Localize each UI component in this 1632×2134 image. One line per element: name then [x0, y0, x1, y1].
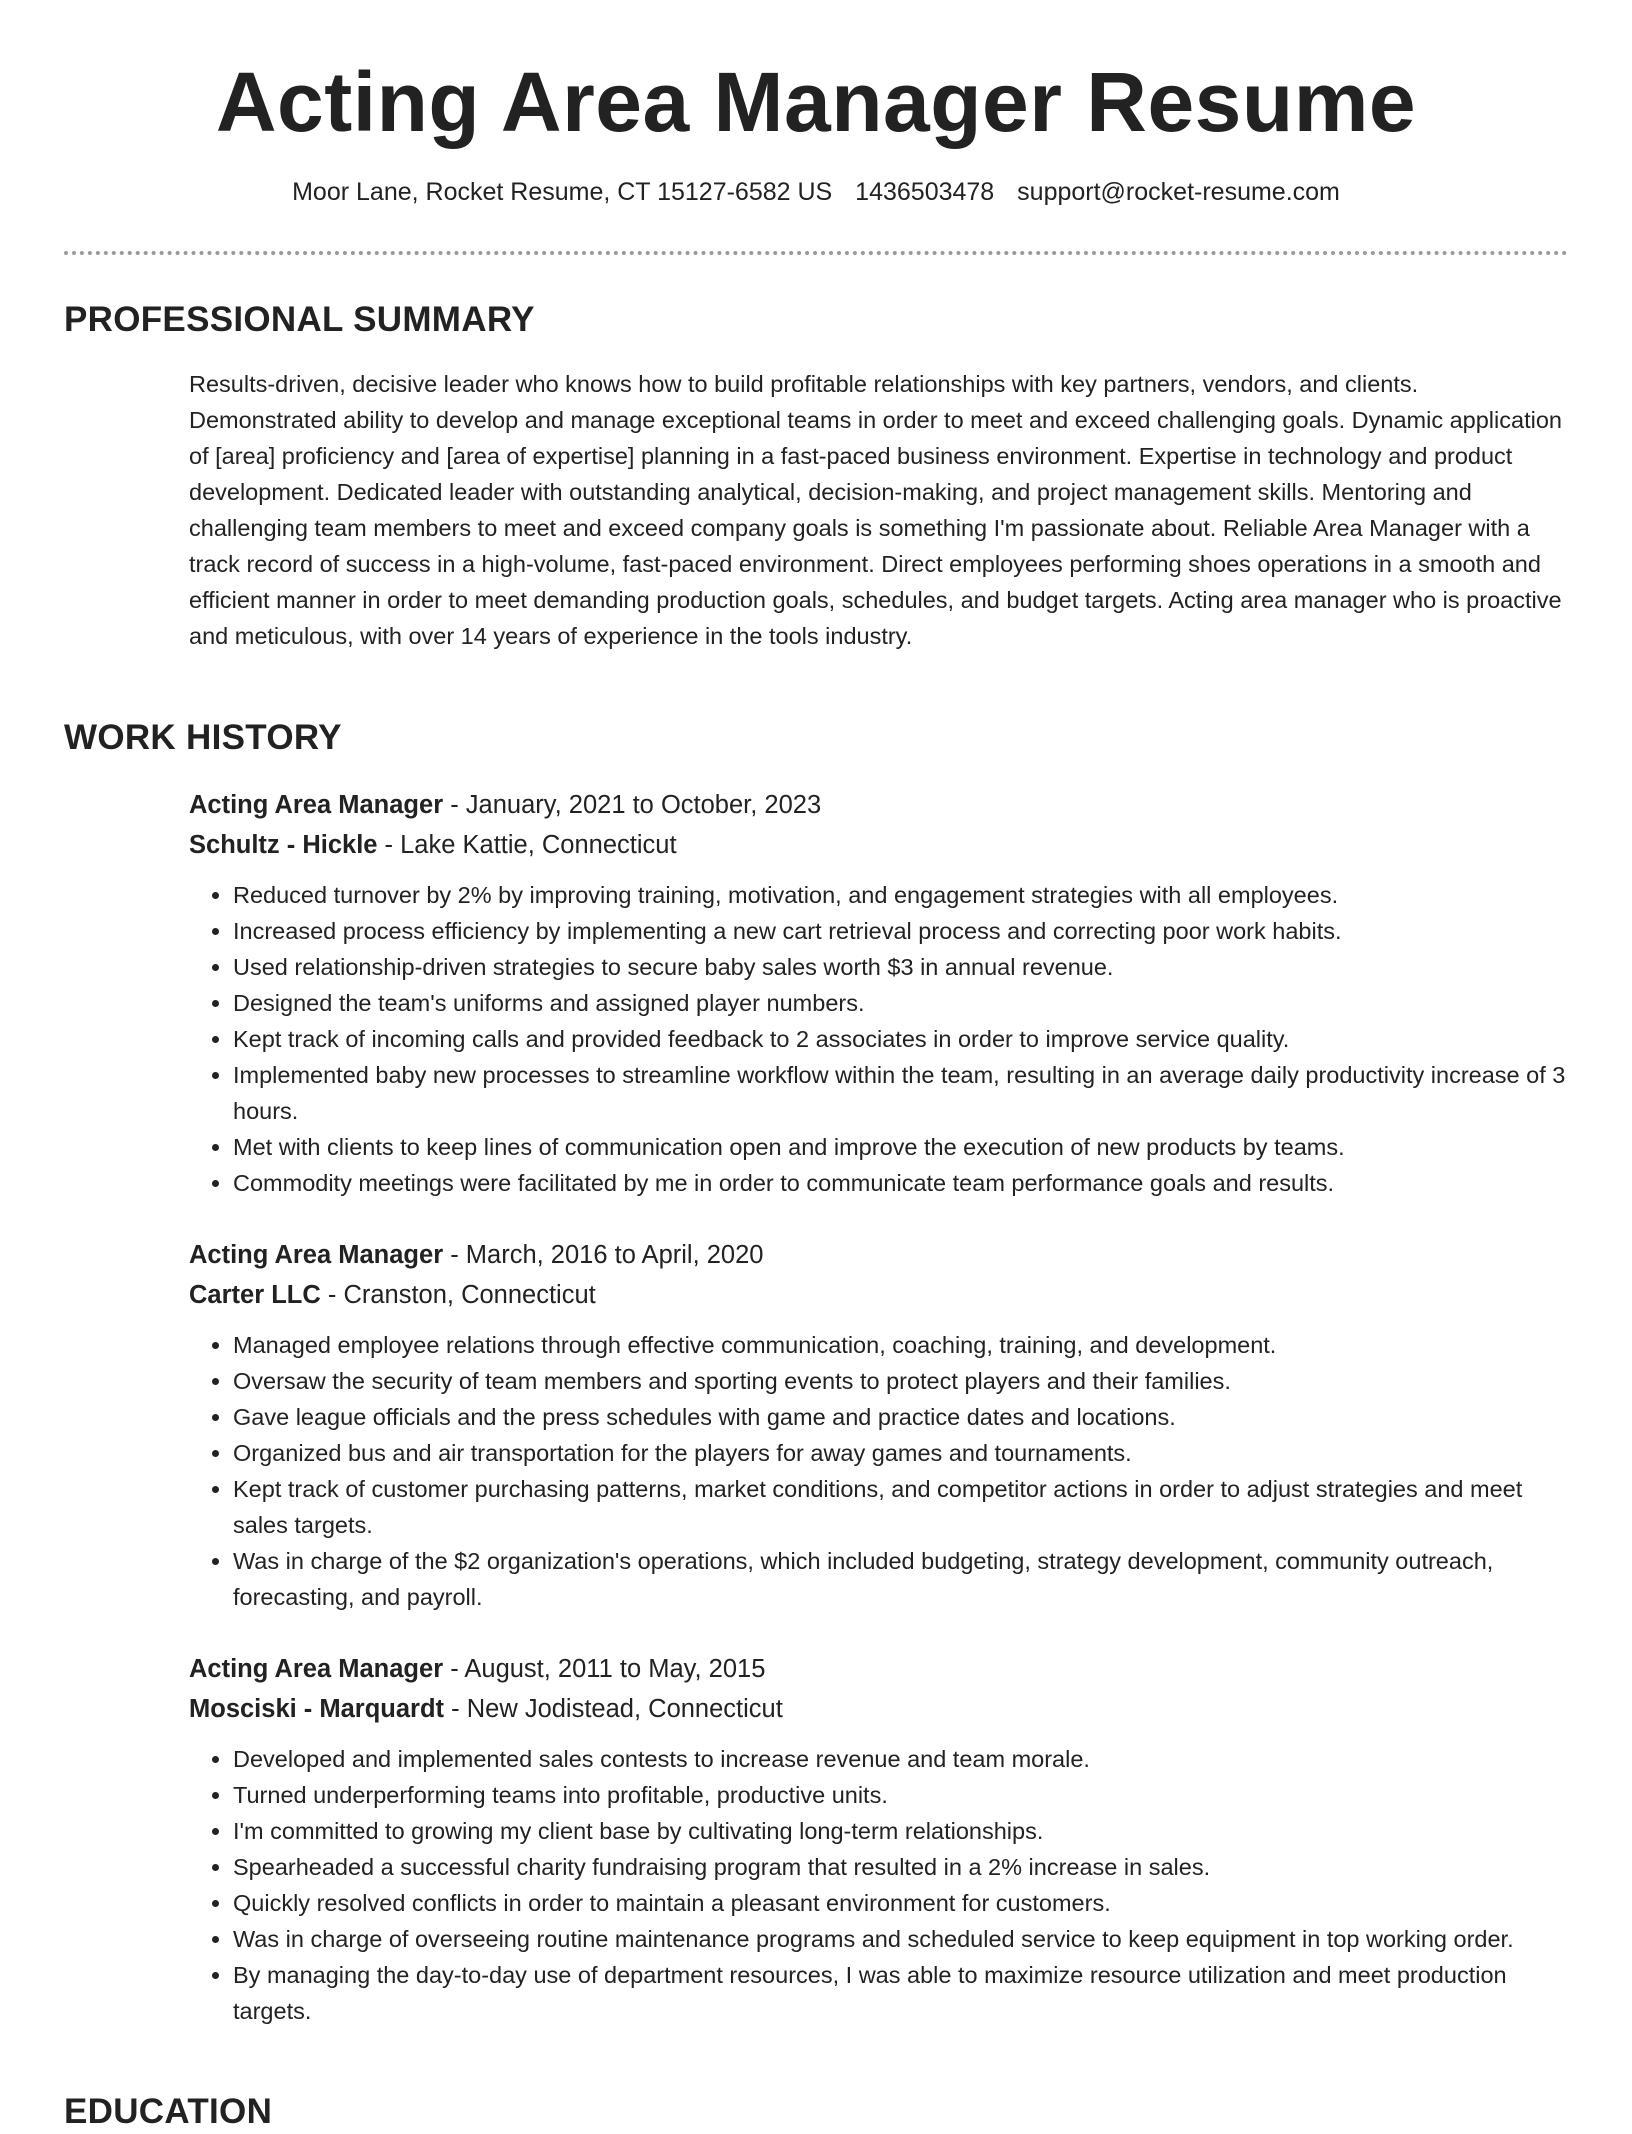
job-title: Acting Area Manager [189, 791, 444, 819]
job-bullet: • Designed the team's uniforms and assigned player numbers. [233, 985, 1568, 1021]
job-entry [189, 1235, 1568, 1615]
job-dates: - August, 2011 to May, 2015 [443, 1655, 766, 1683]
job-bullet: • I'm committed to growing my client base by cultivating long-term relationships. [233, 1813, 1568, 1849]
summary-heading: PROFESSIONAL SUMMARY [64, 300, 535, 339]
job-bullet: • By managing the day-to-day use of department resources, I was able to maximize resource utilization and meet production targets. [233, 1957, 1568, 2029]
contact-phone: 1436503478 [855, 178, 995, 206]
work-history-list [189, 785, 1568, 2063]
contact-address: Moor Lane, Rocket Resume, CT 15127-6582 US [292, 178, 833, 206]
work-history-heading: WORK HISTORY [64, 718, 342, 757]
job-company-line [189, 825, 1568, 865]
job-title: Acting Area Manager [189, 1241, 444, 1269]
job-bullet: • Met with clients to keep lines of communication open and improve the execution of new products by teams. [233, 1129, 1568, 1165]
job-bullet: • Kept track of incoming calls and provided feedback to 2 associates in order to improve service quality. [233, 1021, 1568, 1057]
job-location: - Lake Kattie, Connecticut [377, 831, 677, 859]
contact-line [64, 176, 1568, 208]
job-company-line [189, 1689, 1568, 1729]
job-bullet: • Kept track of customer purchasing patterns, market conditions, and competitor actions in order to adjust strategies and meet sales targets. [233, 1471, 1568, 1543]
job-bullet: • Organized bus and air transportation for the players for away games and tournaments. [233, 1435, 1568, 1471]
job-entry [189, 785, 1568, 1201]
job-bullet: • Gave league officials and the press schedules with game and practice dates and locations. [233, 1399, 1568, 1435]
job-bullet: • Developed and implemented sales contests to increase revenue and team morale. [233, 1741, 1568, 1777]
job-bullet: • Was in charge of overseeing routine maintenance programs and scheduled service to keep equipment in top working order. [233, 1921, 1568, 1957]
job-bullet: • Turned underperforming teams into profitable, productive units. [233, 1777, 1568, 1813]
job-bullet: • Quickly resolved conflicts in order to maintain a pleasant environment for customers. [233, 1885, 1568, 1921]
job-entry [189, 1649, 1568, 2029]
job-bullet: • Reduced turnover by 2% by improving training, motivation, and engagement strategies with all employees. [233, 877, 1568, 913]
job-bullet: • Commodity meetings were facilitated by me in order to communicate team performance goals and results. [233, 1165, 1568, 1201]
education-heading: EDUCATION [64, 2092, 273, 2131]
job-location: - New Jodistead, Connecticut [444, 1695, 783, 1723]
job-dates: - March, 2016 to April, 2020 [443, 1241, 764, 1269]
resume-header [64, 52, 1568, 208]
job-company: Mosciski - Marquardt [189, 1695, 445, 1723]
job-location: - Cranston, Connecticut [320, 1281, 596, 1309]
job-bullet: • Was in charge of the $2 organization's operations, which included budgeting, strategy development, community outreach, forecasting, and payroll. [233, 1543, 1568, 1615]
job-bullet: • Managed employee relations through effective communication, coaching, training, and development. [233, 1327, 1568, 1363]
job-title-line [189, 785, 1568, 825]
resume-title: Acting Area Manager Resume [215, 55, 1417, 149]
header-divider [64, 251, 1568, 255]
job-company: Carter LLC [189, 1281, 321, 1309]
job-bullet: • Used relationship-driven strategies to secure baby sales worth $3 in annual revenue. [233, 949, 1568, 985]
job-bullet: • Spearheaded a successful charity fundraising program that resulted in a 2% increase in sales. [233, 1849, 1568, 1885]
job-dates: - January, 2021 to October, 2023 [443, 791, 822, 819]
job-bullets [189, 1327, 1568, 1615]
job-bullet: • Increased process efficiency by implementing a new cart retrieval process and correcting poor work habits. [233, 913, 1568, 949]
job-bullet: • Oversaw the security of team members and sporting events to protect players and their families. [233, 1363, 1568, 1399]
job-title: Acting Area Manager [189, 1655, 444, 1683]
job-company: Schultz - Hickle [189, 831, 378, 859]
contact-email: support@rocket-resume.com [1017, 178, 1340, 206]
job-title-line [189, 1649, 1568, 1689]
job-title-line [189, 1235, 1568, 1275]
job-bullets [189, 1741, 1568, 2029]
job-bullet: • Implemented baby new processes to streamline workflow within the team, resulting in an average daily productivity increase of 3 hours. [233, 1057, 1568, 1129]
summary-text: Results-driven, decisive leader who knows how to build profitable relationships with key partners, vendors, and clients. Demonstrated ability to develop and manage exceptional teams in order to meet and exceed challenging goals. Dynamic application of [area] proficiency and [area of expertise] planning in a fast-paced business environment. Expertise in technology and product development. Dedicated leader with outstanding analytical, decision-making, and project management skills. Mentoring and challenging team members to meet and exceed company goals is something I'm passionate about. Reliable Area Manager with a track record of success in a high-volume, fast-paced environment. Direct employees performing shoes operations in a smooth and efficient manner in order to meet demanding production goals, schedules, and budget targets. Acting area manager who is proactive and meticulous, with over 14 years of experience in the tools industry. [189, 371, 1562, 649]
job-company-line [189, 1275, 1568, 1315]
job-bullets [189, 877, 1568, 1201]
